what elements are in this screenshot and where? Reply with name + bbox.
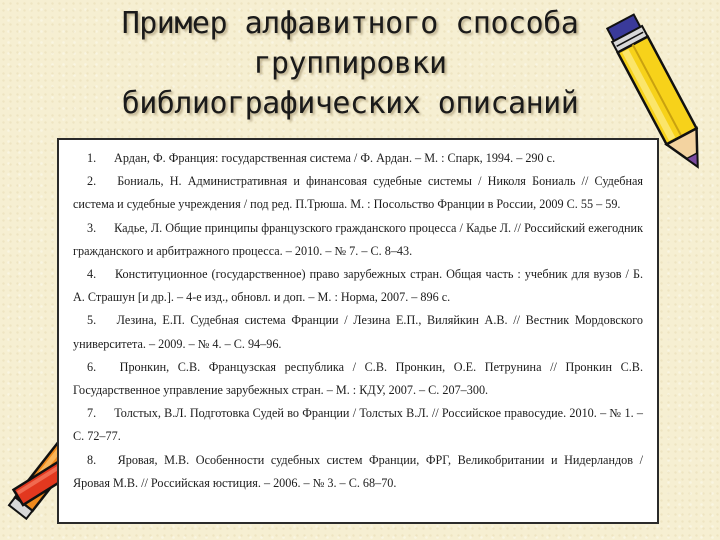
- entry-text: Бониаль, Н. Административная и финансовая судебные системы / Николя Бониаль // Судебная система и судебные учреждения / под ред. П.Трюша. М. : Посольство Франции в России, 2009 С. 55 – 59.: [73, 174, 644, 212]
- list-item: [73, 147, 643, 170]
- list-item: [73, 170, 643, 216]
- title-line: Пример алфавитного способа: [121, 6, 579, 41]
- entry-number: 7.: [87, 406, 97, 421]
- list-item: [73, 309, 643, 355]
- entry-number: 4.: [87, 267, 97, 282]
- title-line: группировки: [253, 46, 447, 81]
- entry-text: Кадье, Л. Общие принципы французского гражданского процесса / Кадье Л. // Российский ежегодник гражданского и арбитражного процесса. – 2010. – № 7. – С. 8–43.: [73, 220, 643, 258]
- entry-number: 3.: [87, 220, 97, 235]
- slide-title: [80, 4, 620, 124]
- entry-number: 8.: [87, 452, 97, 467]
- entry-number: 2.: [87, 174, 97, 189]
- entry-text: Яровая, М.В. Особенности судебных систем Франции, ФРГ, Великобритании и Нидерландов / Яровая М.В. // Российская юстиция. – 2006. – № 3. – С. 68–70.: [73, 452, 644, 490]
- entry-text: Толстых, В.Л. Подготовка Судей во Франции / Толстых В.Л. // Российское правосудие. 2010. – № 1. – С. 72–77.: [73, 406, 643, 444]
- title-line: библиографических описаний: [121, 86, 579, 121]
- entry-number: 5.: [87, 313, 97, 328]
- list-item: [73, 263, 643, 309]
- list-item: [73, 449, 643, 495]
- entry-text: Конституционное (государственное) право зарубежных стран. Общая часть : учебник для вузов / Б. А. Страшун [и др.]. – 4-е изд., обновл. и доп. – М. : Норма, 2007. – 896 с.: [73, 267, 644, 305]
- list-item: [73, 217, 643, 263]
- entry-text: Пронкин, С.В. Французская республика / С.В. Пронкин, О.Е. Петрунина // Пронкин С.В. Государственное управление зарубежных стран. – М. : КДУ, 2007. – С. 207–300.: [73, 359, 643, 398]
- entry-number: 6.: [87, 359, 97, 374]
- list-item: [73, 402, 643, 448]
- list-item: [73, 356, 643, 402]
- bibliography-list: [57, 138, 659, 524]
- entry-number: 1.: [87, 151, 97, 165]
- entry-text: Ардан, Ф. Франция: государственная система / Ф. Ардан. – М. : Спарк, 1994. – 290 с.: [114, 151, 556, 165]
- entry-text: Лезина, Е.П. Судебная система Франции / Лезина Е.П., Виляйкин А.В. // Вестник Мордовского университета. – 2009. – № 4. – С. 94–96.: [73, 313, 643, 351]
